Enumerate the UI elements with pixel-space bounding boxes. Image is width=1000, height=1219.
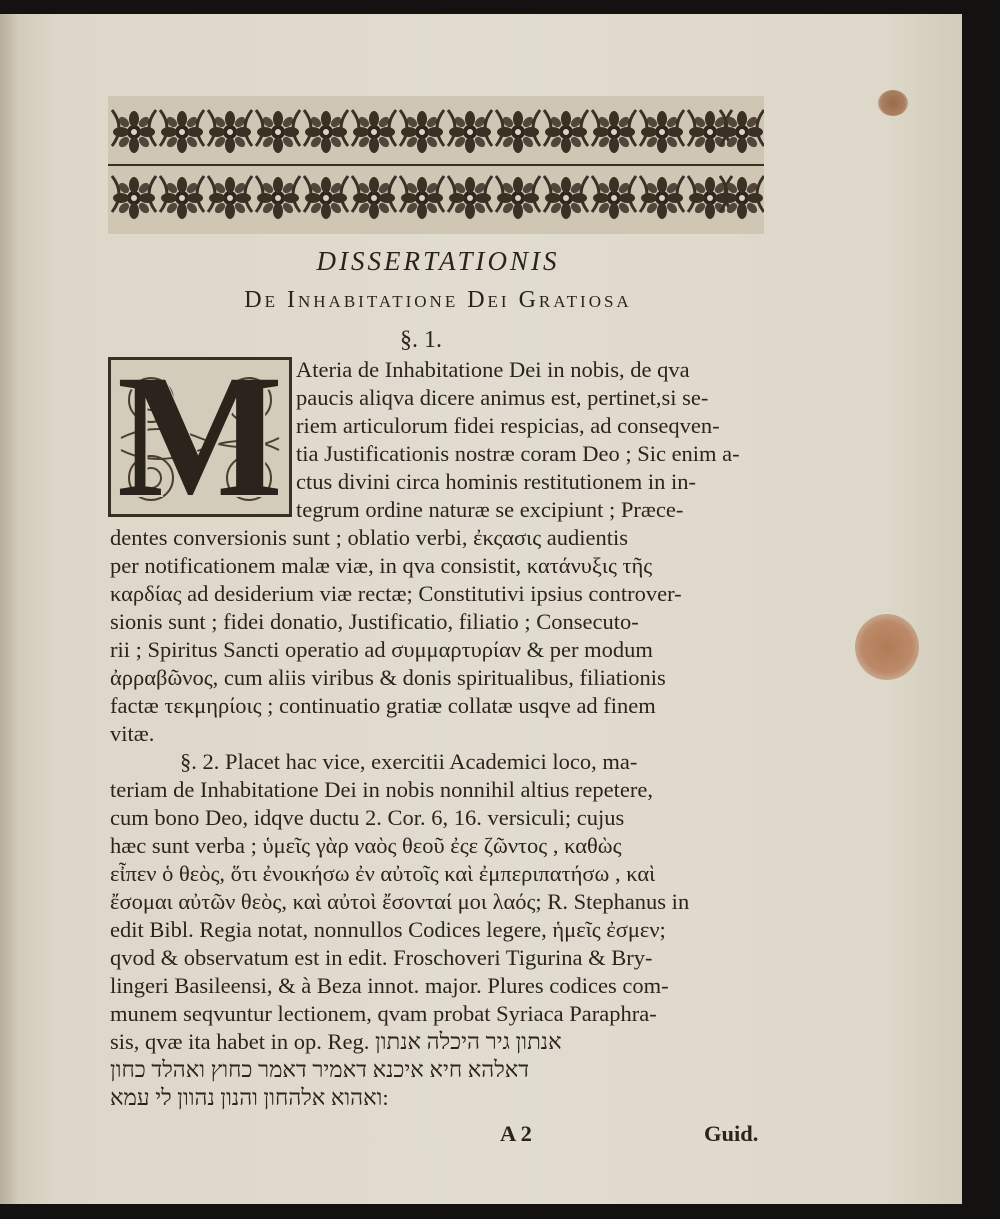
text-line: sionis sunt ; fidei donatio, Justificatio, filiatio ; Consecuto-	[110, 609, 639, 634]
text-line: ἀρραβῶνος, cum aliis viribus & donis spiritualibus, filiationis	[110, 665, 666, 690]
text-line: edit Bibl. Regia notat, nonnullos Codices legere, ἡμεῖς ἐσμεν;	[110, 917, 666, 942]
text-line: rii ; Spiritus Sancti operatio ad συμμαρτυρίαν & per modum	[110, 637, 653, 662]
paper-stain	[878, 90, 908, 116]
book-page	[0, 14, 962, 1204]
text-line: sis, qvæ ita habet in op. Reg. אנתון גיר היכלה אנתון	[110, 1029, 562, 1054]
paper-stain	[855, 614, 919, 680]
text-line: ואהוא אלהחון והנון נהוון לי עמא:	[110, 1085, 389, 1110]
text-line: ἔσομαι αὐτῶν θεὸς, καὶ αὐτοὶ ἔσονταί μοι λαός; R. Stephanus in	[110, 889, 690, 914]
text-line: εἶπεν ὁ θεὸς, ὅτι ἐνοικήσω ἐν αὐτοῖς καὶ ἐμπεριπατήσω , καὶ	[110, 861, 656, 886]
text-line: hæc sunt verba ; ὑμεῖς γὰρ ναὸς θεοῦ ἐςε ζῶντος , καθὼς	[110, 833, 622, 858]
text-line: tia Justificationis nostræ coram Deo ; Sic enim a-	[296, 441, 740, 466]
ornament-band	[108, 96, 764, 234]
text-line: vitæ.	[110, 721, 155, 746]
text-line: §. 2. Placet hac vice, exercitii Academici loco, ma-	[180, 749, 638, 774]
text-line: Ateria de Inhabitatione Dei in nobis, de qva	[296, 357, 690, 382]
text-line: καρδίας ad desiderium viæ rectæ; Constitutivi ipsius controver-	[110, 581, 682, 606]
text-line: factæ τεκμηρίοις ; continuatio gratiæ collatæ usqve ad finem	[110, 693, 656, 718]
text-line: ctus divini circa hominis restitutionem in in-	[296, 469, 696, 494]
catchword: Guid.	[704, 1121, 759, 1146]
text-line: cum bono Deo, idqve ductu 2. Cor. 6, 16. versiculi; cujus	[110, 805, 625, 830]
page-title: DISSERTATIONIS	[316, 246, 560, 276]
text-line: per notificationem malæ viæ, in qva consistit, κατάνυξις τῆς	[110, 553, 653, 578]
section-mark: §. 1.	[400, 327, 442, 353]
drop-cap	[108, 339, 292, 534]
page-subtitle: De Inhabitatione Dei Gratiosa	[244, 287, 632, 313]
drop-cap-letter: M	[116, 339, 284, 534]
text-line: munem seqvuntur lectionem, qvam probat Syriaca Paraphra-	[110, 1001, 657, 1026]
text-line: paucis aliqva dicere animus est, pertinet,si se-	[296, 385, 709, 410]
text-line: qvod & observatum est in edit. Froschoveri Tigurina & Bry-	[110, 945, 653, 970]
signature-mark: A 2	[500, 1121, 532, 1146]
text-line: teriam de Inhabitatione Dei in nobis nonnihil altius repetere,	[110, 777, 653, 802]
text-line: riem articulorum fidei respicias, ad conseqven-	[296, 413, 720, 438]
text-line: דאלהא חיא איכנא דאמיר דאמר כחוץ ואהלד כחון	[110, 1057, 530, 1082]
text-line: tegrum ordine naturæ se excipiunt ; Præce-	[296, 497, 684, 522]
text-line: lingeri Basileensi, & à Beza innot. major. Plures codices com-	[110, 973, 669, 998]
text-line: dentes conversionis sunt ; oblatio verbi, ἐκςασις audientis	[110, 525, 629, 550]
